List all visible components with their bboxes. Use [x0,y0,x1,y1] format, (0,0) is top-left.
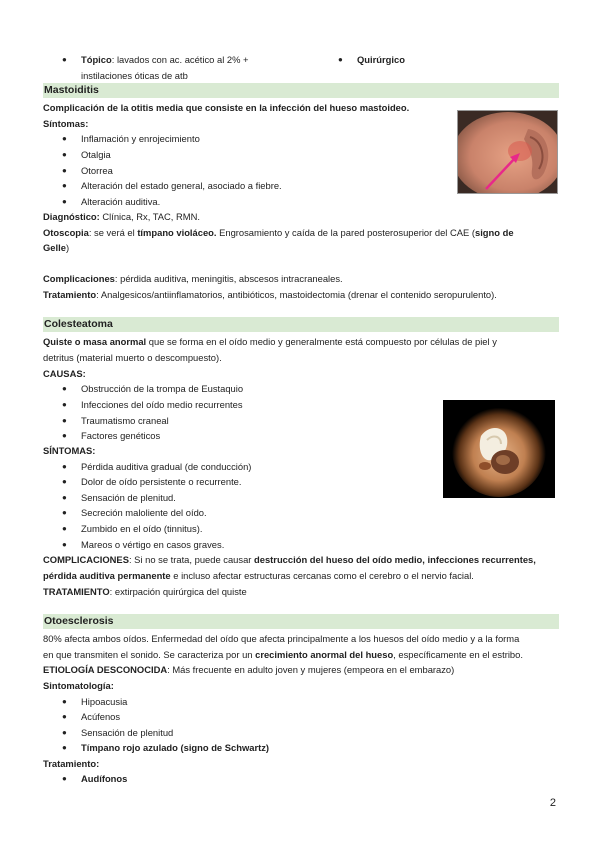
bullet-dot-icon: ● [62,55,67,64]
bullet-dot-icon: ● [62,524,67,533]
topical-bullet-cont: instilaciones óticas de atb [81,70,188,81]
otoesclerosis-line-1: 80% afecta ambos oídos. Enfermedad del oído que afecta principalmente a los huesos del oído medio y a la forma [43,633,520,644]
otoesclerosis-symptoms-label: Sintomatología: [43,680,114,691]
otoesclerosis-header: Otoesclerosis [43,614,559,629]
bullet-dot-icon: ● [62,697,67,706]
bullet-dot-icon: ● [62,166,67,175]
mastoiditis-diagnosis: Diagnóstico: Clínica, Rx, TAC, RMN. [43,211,200,222]
bullet-dot-icon: ● [62,197,67,206]
colesteatoma-photo-graphic [443,400,555,498]
mastoiditis-otoscopy: Otoscopia: se verá el tímpano violáceo. Engrosamiento y caída de la pared posterosuperior del CAE (signo de [43,227,514,238]
colesteatoma-definition: Quiste o masa anormal que se forma en el oído medio y generalmente está compuesto por células de piel y [43,336,497,347]
colesteatoma-photo [443,400,555,498]
mastoiditis-treatment: Tratamiento: Analgesicos/antiinflamatorios, antibióticos, mastoidectomia (drenar el contenido seropurulento). [43,289,497,300]
mastoiditis-photo-graphic [458,111,557,193]
mastoiditis-complications: Complicaciones: pérdida auditiva, meningitis, abscesos intracraneales. [43,273,343,284]
bullet-dot-icon: ● [62,743,67,752]
colesteatoma-symptoms-label: SÍNTOMAS: [43,445,96,456]
colesteatoma-complications-cont: pérdida auditiva permanente e incluso afectar estructuras cercanas como el cerebro o el nervio facial. [43,570,474,581]
page-number: 2 [549,797,556,809]
bullet-dot-icon: ● [62,712,67,721]
bullet-dot-icon: ● [62,181,67,190]
otoesclerosis-line-2: en que transmiten el sonido. Se caracteriza por un crecimiento anormal del hueso, específicamente en el estribo. [43,649,523,660]
bullet-dot-icon: ● [62,508,67,517]
bullet-dot-icon: ● [62,134,67,143]
bullet-dot-icon: ● [62,150,67,159]
colesteatoma-definition-cont: detritus (material muerto o descompuesto). [43,352,222,363]
bullet-dot-icon: ● [338,55,343,64]
mastoiditis-otoscopy-cont: Gelle) [43,242,70,253]
otoesclerosis-treatment-label: Tratamiento: [43,758,100,769]
bullet-dot-icon: ● [62,774,67,783]
otoesclerosis-etiology: ETIOLOGÍA DESCONOCIDA: Más frecuente en adulto joven y mujeres (empeora en el embarazo) [43,664,455,675]
bullet-dot-icon: ● [62,400,67,409]
bullet-dot-icon: ● [62,462,67,471]
mastoiditis-photo [457,110,558,194]
bullet-dot-icon: ● [62,477,67,486]
colesteatoma-complications: COMPLICACIONES: Si no se trata, puede causar destrucción del hueso del oído medio, infecciones recurrentes, [43,554,536,565]
mastoiditis-symptoms-label: Síntomas: [43,118,89,129]
bullet-dot-icon: ● [62,431,67,440]
bullet-dot-icon: ● [62,384,67,393]
mastoiditis-header: Mastoiditis [43,83,559,98]
bullet-dot-icon: ● [62,416,67,425]
bullet-dot-icon: ● [62,728,67,737]
document-page: ● Tópico: lavados con ac. acético al 2% + instilaciones óticas de atb ● Quirúrgico Mastoiditis Complicación de la otitis media que consiste en la infección del hueso mastoideo. Síntomas: ● Inflamación y enrojecimiento ● Otalgia ● Otorrea ● Alteración del estado general, asociado a fiebre. ● Alteración auditiva. Diagnóstico: Clínica, Rx, TAC, RMN. Otoscopia: se verá el tímpano violáceo. Engrosamiento y caída de la pared posterosuperior del CAE (signo de Gelle) Complicaciones: pérdida auditiva, meningitis, abscesos intracraneales. Tratamiento: Analgesicos/antiinflamatorios, antibióticos, mastoidectomia (drenar el contenido seropurulento). Colesteatoma Quiste o masa anormal que se forma en el oído medio y generalmente está compuesto por células de piel y detritus (material muerto o descompuesto). CAUSAS: ● Obstrucción de la trompa de Eustaquio ● Infecciones del oído medio recurrentes ● Traumatismo craneal ● Factores genéticos SÍNTOMAS: ● Pérdida auditiva gradual (de conducción) ● Dolor de oído persistente o recurrente. ● Sensación de plenitud. ● Secreción maloliente del oído. ● Zumbido en el oído (tinnitus). ● Mareos o vértigo en casos graves. COMPLICACIONES: Si no se trata, puede causar destrucción del hueso del oído medio, infecciones recurrentes, pérdida auditiva permanente e incluso afectar estructuras cercanas como el cerebro o el nervio facial. TRATAMIENTO: extirpación quirúrgica del quiste Otoesclerosis 80% afecta ambos oídos. Enfermedad del oído que afecta principalmente a los huesos del oído medio y a la forma en que transmiten el sonido. Se caracteriza por un crecimiento anormal del hueso, específicamente en el estribo. ETIOLOGÍA DESCONOCIDA: Más frecuente en adulto joven y mujeres (empeora en el embarazo) Sintomatología: ● Hipoacusia ● Acúfenos ● Sensación de plenitud ● Tímpano rojo azulado (signo de Schwartz) Tratamiento: ● Audífonos 2 [0,0,600,848]
bullet-dot-icon: ● [62,493,67,502]
colesteatoma-header: Colesteatoma [43,317,559,332]
colesteatoma-treatment: TRATAMIENTO: extirpación quirúrgica del quiste [43,586,247,597]
bullet-dot-icon: ● [62,540,67,549]
mastoiditis-definition: Complicación de la otitis media que consiste en la infección del hueso mastoideo. [43,102,410,113]
colesteatoma-causes-label: CAUSAS: [43,368,86,379]
